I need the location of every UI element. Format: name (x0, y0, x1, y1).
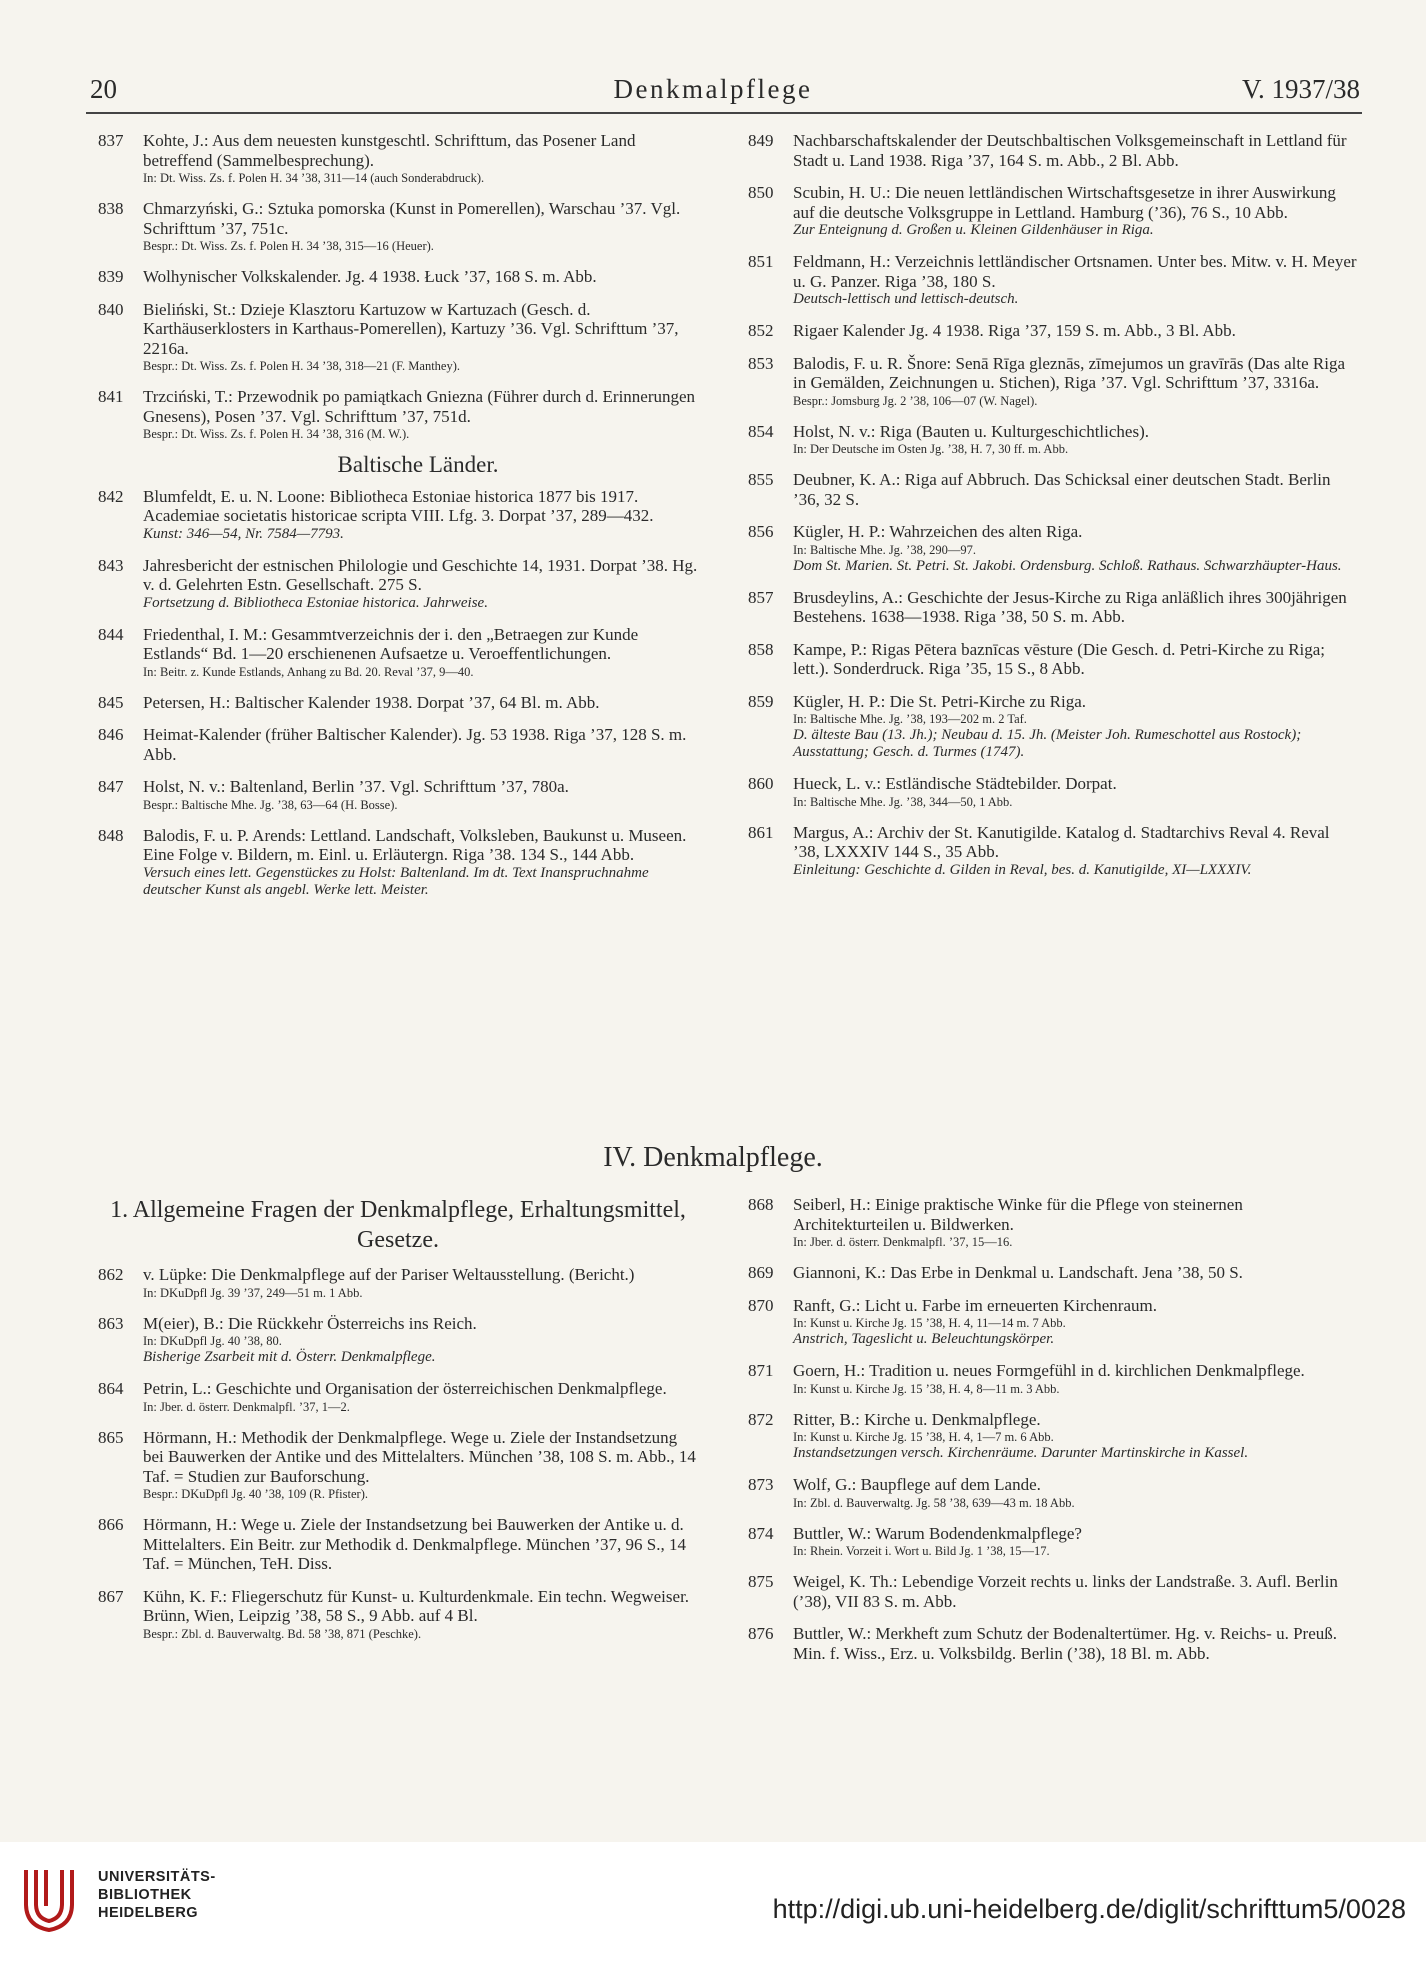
entry-number: 866 (98, 1515, 124, 1534)
entry-text: v. Lüpke: Die Denkmalpflege auf der Pariser Weltausstellung. (Bericht.) (143, 1265, 635, 1284)
bibliography-entry (748, 588, 1358, 627)
entry-annotation: Instandsetzungen versch. Kirchenräume. Darunter Martinskirche in Kassel. (793, 1445, 1249, 1461)
entry-reference: In: DKuDpfl Jg. 40 ’38, 80. (143, 1334, 282, 1348)
entry-number: 839 (98, 267, 124, 286)
entry-annotation: Zur Enteignung d. Großen u. Kleinen Gildenhäuser in Riga. (793, 222, 1154, 238)
entry-text: Chmarzyński, G.: Sztuka pomorska (Kunst in Pomerellen), Warschau ’37. Vgl. Schrifttum ’37, 751c. (143, 199, 681, 238)
entry-text: Seiberl, H.: Einige praktische Winke für die Pflege von steinernen Architekturteilen u. Bildwerken. (793, 1195, 1243, 1234)
entry-list-right-bottom (748, 1195, 1358, 1663)
entry-number: 851 (748, 252, 774, 271)
section-heading-baltic: Baltische Länder. (337, 452, 499, 477)
entry-text: Friedenthal, I. M.: Gesammtverzeichnis der i. den „Betraegen zur Kunde Estlands“ Bd. 1—20 erschienenen Aufsaetze u. Veroeffentlichungen. (143, 624, 639, 663)
entry-text: Jahresbericht der estnischen Philologie und Geschichte 14, 1931. Dorpat ’38. Hg. v. d. Gelehrten Estn. Gesellschaft. 275 S. (143, 555, 698, 594)
entry-number: 867 (98, 1586, 124, 1606)
running-title: Denkmalpflege (613, 74, 813, 104)
entry-reference: In: Rhein. Vorzeit i. Wort u. Bild Jg. 1 ’38, 15—17. (793, 1544, 1050, 1558)
bibliography-entry (98, 1587, 698, 1642)
logo-line: BIBLIOTHEK (98, 1887, 192, 1903)
entry-text: Kühn, K. F.: Fliegerschutz für Kunst- u. Kulturdenkmale. Ein techn. Wegweiser. Brünn, Wien, Leipzig ’38, 58 S., 9 Abb. auf 4 Bl. (143, 1586, 690, 1625)
entry-annotation: Einleitung: Geschichte d. Gilden in Reval, bes. d. Kanutigilde, XI—LXXXIV. (793, 861, 1252, 878)
left-column-bottom (98, 1189, 698, 1655)
bibliography-entry (748, 1296, 1358, 1349)
entry-number: 865 (98, 1427, 124, 1447)
entry-annotation: Dom St. Marien. St. Petri. St. Jakobi. Ordensburg. Schloß. Rathaus. Schwarzhäupter-Haus. (793, 557, 1342, 574)
bibliography-entry (98, 267, 698, 287)
entry-number: 842 (98, 486, 124, 506)
entry-reference: Bespr.: DKuDpfl Jg. 40 ’38, 109 (R. Pfister). (143, 1487, 368, 1501)
entry-text: Rigaer Kalender Jg. 4 1938. Riga ’37, 159 S. m. Abb., 3 Bl. Abb. (793, 321, 1236, 340)
bibliography-entry (748, 1572, 1358, 1611)
entry-text: Deubner, K. A.: Riga auf Abbruch. Das Schicksal einer deutschen Stadt. Berlin ’36, 32 S. (793, 470, 1331, 509)
entry-text: Kampe, P.: Rigas Pētera baznīcas vēsture (Die Gesch. d. Petri-Kirche zu Riga; lett.). Sonderdruck. Riga ’35, 15 S., 8 Abb. (793, 639, 1326, 678)
entry-number: 871 (748, 1361, 774, 1380)
entry-text: Trzciński, T.: Przewodnik po pamiątkach Gniezna (Führer durch d. Erinnerungen Gnesens), Posen ’37. Vgl. Schrifttum ’37, 751d. (143, 387, 696, 426)
entry-list-left-bottom (98, 1265, 698, 1642)
bibliography-entry (748, 1263, 1358, 1283)
bibliography-entry (748, 131, 1358, 170)
entry-number: 855 (748, 470, 774, 489)
running-header (0, 74, 1426, 114)
subsection-heading: 1. Allgemeine Fragen der Denkmalpflege, Erhaltungsmittel, Gesetze. (110, 1197, 686, 1253)
bibliography-entry (98, 300, 698, 375)
entry-number: 864 (98, 1379, 124, 1398)
logo-line: HEIDELBERG (98, 1905, 199, 1921)
entry-number: 845 (98, 692, 124, 712)
entry-number: 856 (748, 522, 774, 541)
bibliography-entry (98, 387, 698, 442)
entry-number: 876 (748, 1624, 774, 1643)
entry-text: Kügler, H. P.: Wahrzeichen des alten Riga. (793, 522, 1083, 541)
entry-reference: In: Dt. Wiss. Zs. f. Polen H. 34 ’38, 311—14 (auch Sonderabdruck). (143, 171, 485, 185)
entry-text: Blumfeldt, E. u. N. Loone: Bibliotheca Estoniae historica 1877 bis 1917. Academiae societatis historicae scripta VIII. Lfg. 3. Dorpat ’37, 289—432. (143, 486, 654, 525)
entry-text: Giannoni, K.: Das Erbe in Denkmal u. Landschaft. Jena ’38, 50 S. (793, 1263, 1243, 1282)
entry-number: 875 (748, 1572, 774, 1591)
entry-number: 872 (748, 1409, 774, 1429)
entry-text: Kügler, H. P.: Die St. Petri-Kirche zu Riga. (793, 691, 1086, 711)
entry-number: 853 (748, 353, 774, 373)
bibliography-entry (748, 1524, 1358, 1560)
entry-number: 852 (748, 321, 774, 340)
entry-reference: In: Der Deutsche im Osten Jg. ’38, H. 7, 30 ff. m. Abb. (793, 442, 1069, 456)
entry-reference: In: Baltische Mhe. Jg. ’38, 290—97. (793, 542, 976, 557)
ub-heidelberg-logo-icon (18, 1864, 80, 1934)
entry-reference: In: DKuDpfl Jg. 39 ’37, 249—51 m. 1 Abb. (143, 1285, 363, 1300)
entry-number: 858 (748, 639, 774, 659)
entry-text: Petersen, H.: Baltischer Kalender 1938. Dorpat ’37, 64 Bl. m. Abb. (143, 692, 600, 712)
entry-number: 843 (98, 555, 124, 575)
entry-annotation: Deutsch-lettisch und lettisch-deutsch. (793, 291, 1019, 307)
entry-reference: In: Jber. d. österr. Denkmalpfl. ’37, 15—16. (793, 1235, 1013, 1249)
entry-annotation: Anstrich, Tageslicht u. Beleuchtungskörper. (793, 1331, 1055, 1347)
bibliography-entry (748, 640, 1358, 679)
bibliography-entry (98, 1314, 698, 1367)
entry-text: Wolhynischer Volkskalender. Jg. 4 1938. Łuck ’37, 168 S. m. Abb. (143, 267, 597, 286)
entry-number: 860 (748, 774, 774, 793)
bibliography-entry (748, 1195, 1358, 1250)
bibliography-entry (748, 422, 1358, 458)
chapter-heading: IV. Denkmalpflege. (603, 1142, 823, 1173)
entry-text: Bieliński, St.: Dzieje Klasztoru Kartuzow w Kartuzach (Gesch. d. Karthäuserklosters in Karthaus-Pomerellen), Kartuzy ’36. Vgl. Schrifttum ’37, 2216a. (143, 299, 679, 358)
bibliography-entry (748, 1475, 1358, 1511)
entry-number: 861 (748, 822, 774, 842)
entry-text: Margus, A.: Archiv der St. Kanutigilde. Katalog d. Stadtarchivs Reval 4. Reval ’38, LXXXIV 144 S., 35 Abb. (793, 822, 1330, 861)
entry-text: Scubin, H. U.: Die neuen lettländischen Wirtschaftsgesetze in ihrer Auswirkung auf die deutsche Volksgruppe in Lettland. Hamburg (’36), 76 S., 10 Abb. (793, 183, 1336, 222)
entry-number: 850 (748, 183, 774, 202)
page-number: 20 (90, 74, 117, 104)
entry-text: Holst, N. v.: Riga (Bauten u. Kulturgeschichtliches). (793, 421, 1149, 441)
volume-label: V. 1937/38 (1241, 74, 1360, 104)
left-column-top (98, 131, 698, 912)
entry-text: Kohte, J.: Aus dem neuesten kunstgeschtl. Schrifttum, das Posener Land betreffend (Sammelbesprechung). (143, 131, 636, 170)
entry-reference: In: Jber. d. österr. Denkmalpfl. ’37, 1—2. (143, 1399, 350, 1414)
bibliography-entry (748, 1410, 1358, 1463)
bibliography-entry (98, 1379, 698, 1415)
entry-number: 873 (748, 1475, 774, 1494)
bibliography-entry (748, 774, 1358, 810)
bibliography-entry (748, 470, 1358, 509)
entry-text: Ranft, G.: Licht u. Farbe im erneuerten Kirchenraum. (793, 1295, 1157, 1315)
bibliography-entry (748, 354, 1358, 409)
entry-annotation: D. älteste Bau (13. Jh.); Neubau d. 15. Jh. (Meister Joh. Rumeschottel aus Rostock); Ausstattung; Gesch. d. Turmes (1747). (793, 727, 1302, 760)
entry-text: Heimat-Kalender (früher Baltischer Kalender). Jg. 53 1938. Riga ’37, 128 S. m. Abb. (143, 725, 687, 764)
entry-reference: In: Baltische Mhe. Jg. ’38, 193—202 m. 2 Taf. (793, 712, 1027, 726)
entry-text: Petrin, L.: Geschichte und Organisation der österreichischen Denkmalpflege. (143, 1379, 667, 1398)
library-logo-text (98, 1868, 216, 1922)
entry-text: Feldmann, H.: Verzeichnis lettländischer Ortsnamen. Unter bes. Mitw. v. H. Meyer u. G. Panzer. Riga ’38, 180 S. (793, 252, 1357, 291)
entry-number: 868 (748, 1195, 774, 1214)
entry-reference: Bespr.: Dt. Wiss. Zs. f. Polen H. 34 ’38, 315—16 (Heuer). (143, 239, 434, 253)
bibliography-entry (748, 1361, 1358, 1397)
entry-number: 847 (98, 777, 124, 796)
page-url-link[interactable]: http://digi.ub.uni-heidelberg.de/diglit/schrifttum5/0028 (772, 1894, 1406, 1924)
entry-reference: Bespr.: Zbl. d. Bauverwaltg. Bd. 58 ’38, 871 (Peschke). (143, 1626, 422, 1641)
bibliography-entry (98, 199, 698, 254)
entry-text: M(eier), B.: Die Rückkehr Österreichs ins Reich. (143, 1313, 477, 1333)
entry-number: 863 (98, 1313, 124, 1333)
bibliography-entry (98, 1515, 698, 1574)
bibliography-entry (98, 487, 698, 543)
entry-number: 837 (98, 131, 124, 150)
entry-number: 854 (748, 421, 774, 441)
entry-annotation: Fortsetzung d. Bibliotheca Estoniae historica. Jahrweise. (143, 594, 488, 611)
entry-text: Brusdeylins, A.: Geschichte der Jesus-Kirche zu Riga anläßlich ihres 300jährigen Bestehens. 1638—1938. Riga ’38, 50 S. m. Abb. (793, 587, 1347, 626)
entry-text: Buttler, W.: Warum Bodendenkmalpflege? (793, 1523, 1082, 1543)
bibliography-entry (748, 183, 1358, 239)
entry-text: Wolf, G.: Baupflege auf dem Lande. (793, 1475, 1041, 1494)
bibliography-entry (98, 1265, 698, 1301)
entry-text: Hörmann, H.: Methodik der Denkmalpflege. Wege u. Ziele der Instandsetzung bei Bauwerken der Antike und des Mittelalters. München ’38, 108 S. m. Abb., 14 Taf. = Studien zur Bauforschung. (143, 1427, 696, 1486)
logo-line: UNIVERSITÄTS- (98, 1869, 216, 1885)
entry-reference: Bespr.: Jomsburg Jg. 2 ’38, 106—07 (W. Nagel). (793, 393, 1038, 408)
entry-list-left-baltic (98, 487, 698, 899)
entry-text: Holst, N. v.: Baltenland, Berlin ’37. Vgl. Schrifttum ’37, 780a. (143, 777, 569, 796)
entry-text: Balodis, F. u. P. Arends: Lettland. Landschaft, Volksleben, Baukunst u. Museen. Eine Folge v. Bildern, m. Einl. u. Erläutergn. Riga ’38. 134 S., 144 Abb. (143, 825, 687, 864)
entry-reference: In: Kunst u. Kirche Jg. 15 ’38, H. 4, 8—11 m. 3 Abb. (793, 1381, 1060, 1396)
entry-text: Buttler, W.: Merkheft zum Schutz der Bodenaltertümer. Hg. v. Reichs- u. Preuß. Min. f. Wiss., Erz. u. Volksbildg. Berlin (’38), 18 Bl. m. Abb. (793, 1624, 1337, 1663)
entry-number: 862 (98, 1265, 124, 1284)
entry-reference: In: Kunst u. Kirche Jg. 15 ’38, H. 4, 11—14 m. 7 Abb. (793, 1316, 1066, 1330)
entry-number: 844 (98, 624, 124, 644)
entry-number: 838 (98, 199, 124, 218)
entry-list-left-top (98, 131, 698, 442)
entry-reference: In: Zbl. d. Bauverwaltg. Jg. 58 ’38, 639—43 m. 18 Abb. (793, 1495, 1075, 1510)
bibliography-entry (748, 692, 1358, 762)
entry-text: Nachbarschaftskalender der Deutschbaltischen Volksgemeinschaft in Lettland für Stadt u. Land 1938. Riga ’37, 164 S. m. Abb., 2 Bl. Abb. (793, 131, 1347, 170)
entry-number: 870 (748, 1295, 774, 1315)
bibliography-entry (98, 777, 698, 813)
entry-number: 869 (748, 1263, 774, 1282)
right-column-bottom (748, 1195, 1358, 1676)
entry-reference: In: Baltische Mhe. Jg. ’38, 344—50, 1 Abb. (793, 794, 1013, 809)
entry-number: 841 (98, 387, 124, 406)
entry-reference: In: Beitr. z. Kunde Estlands, Anhang zu Bd. 20. Reval ’37, 9—40. (143, 664, 474, 679)
entry-number: 874 (748, 1523, 774, 1543)
header-rule (86, 112, 1362, 114)
entry-number: 859 (748, 691, 774, 711)
bibliography-entry (98, 556, 698, 612)
entry-number: 848 (98, 825, 124, 845)
entry-annotation: Versuch eines lett. Gegenstückes zu Holst: Baltenland. Im dt. Text Inanspruchnahme deutscher Kunst als angebl. Werke lett. Meister. (143, 864, 649, 898)
entry-list-right-top (748, 131, 1358, 879)
bibliography-entry (748, 823, 1358, 879)
entry-text: Goern, H.: Tradition u. neues Formgefühl in d. kirchlichen Denkmalpflege. (793, 1361, 1305, 1380)
bibliography-entry (748, 522, 1358, 575)
bibliography-entry (98, 725, 698, 764)
bibliography-entry (98, 826, 698, 899)
bibliography-entry (98, 131, 698, 186)
entry-number: 840 (98, 299, 124, 319)
bibliography-entry (748, 1624, 1358, 1663)
bibliography-entry (98, 625, 698, 680)
entry-reference: Bespr.: Dt. Wiss. Zs. f. Polen H. 34 ’38, 318—21 (F. Manthey). (143, 359, 461, 373)
bibliography-entry (748, 321, 1358, 341)
bibliography-entry (98, 1428, 698, 1503)
entry-number: 857 (748, 587, 774, 607)
entry-number: 849 (748, 131, 774, 150)
entry-text: Weigel, K. Th.: Lebendige Vorzeit rechts u. links der Landstraße. 3. Aufl. Berlin (’38), VII 83 S. m. Abb. (793, 1572, 1338, 1611)
entry-text: Hueck, L. v.: Estländische Städtebilder. Dorpat. (793, 774, 1117, 793)
entry-reference: In: Kunst u. Kirche Jg. 15 ’38, H. 4, 1—7 m. 6 Abb. (793, 1430, 1054, 1444)
bibliography-entry (98, 693, 698, 713)
viewer-footer (0, 1842, 1426, 1979)
entry-reference: Bespr.: Baltische Mhe. Jg. ’38, 63—64 (H. Bosse). (143, 797, 398, 812)
entry-text: Ritter, B.: Kirche u. Denkmalpflege. (793, 1409, 1041, 1429)
entry-text: Hörmann, H.: Wege u. Ziele der Instandsetzung bei Bauwerken der Antike u. d. Mittelalters. Ein Beitr. zur Methodik d. Denkmalpflege. München ’37, 96 S., 14 Taf. = München, TeH. Diss. (143, 1515, 686, 1573)
entry-number: 846 (98, 725, 124, 744)
right-column-top (748, 131, 1358, 892)
entry-annotation: Bisherige Zsarbeit mit d. Österr. Denkmalpflege. (143, 1349, 436, 1365)
entry-reference: Bespr.: Dt. Wiss. Zs. f. Polen H. 34 ’38, 316 (M. W.). (143, 427, 410, 441)
bibliography-entry (748, 252, 1358, 308)
entry-text: Balodis, F. u. R. Šnore: Senā Rīga gleznās, zīmejumos un gravīrās (Das alte Riga in Gemälden, Zeichnungen u. Stichen), Riga ’37. Vgl. Schrifttum ’37, 3316a. (793, 353, 1345, 392)
entry-annotation: Kunst: 346—54, Nr. 7584—7793. (143, 525, 344, 542)
